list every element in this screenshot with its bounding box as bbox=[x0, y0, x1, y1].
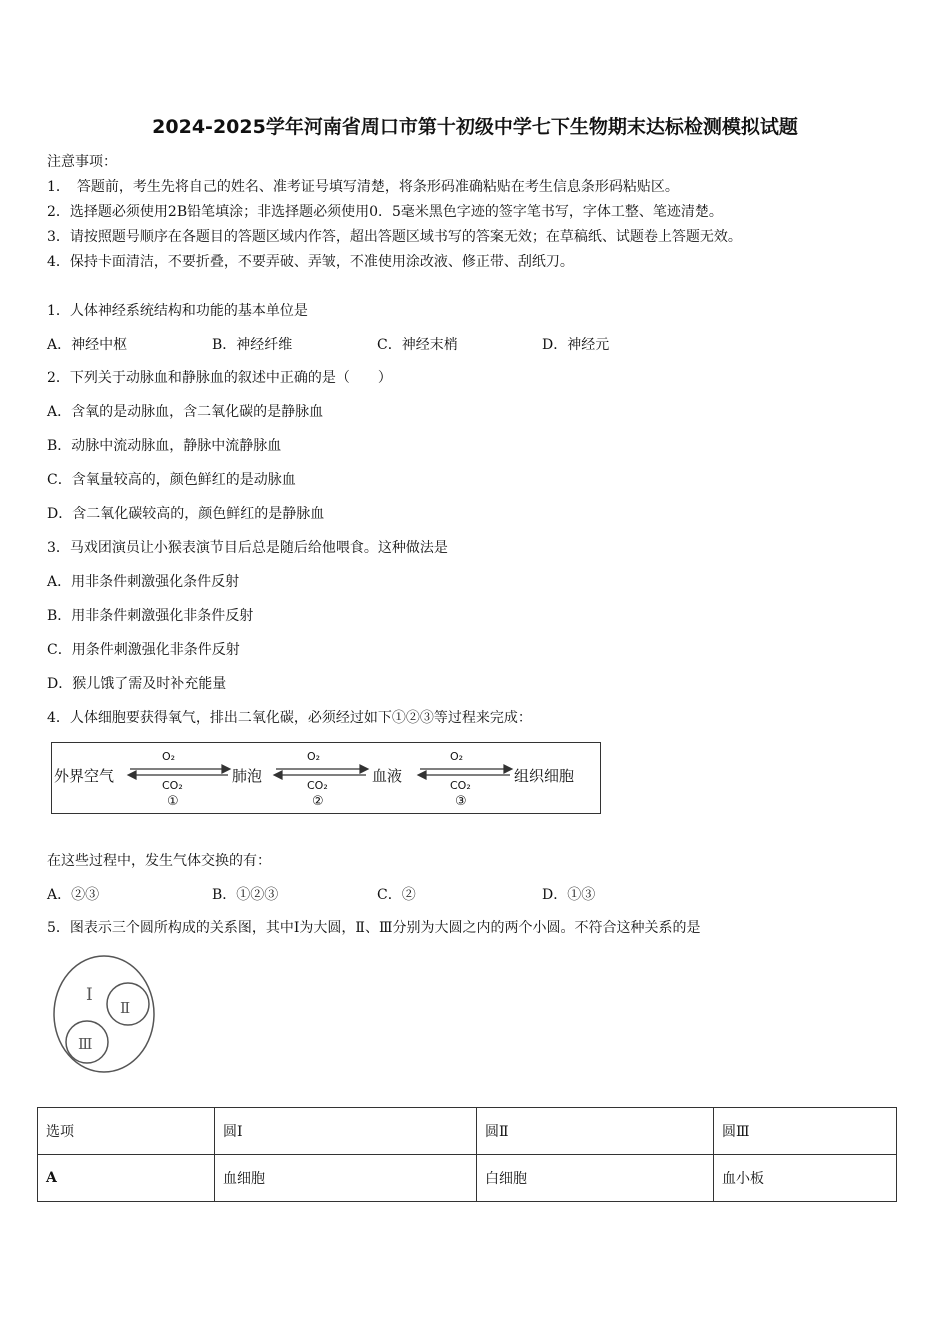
question-4-sub: 在这些过程中，发生气体交换的有： bbox=[47, 853, 271, 869]
node-tissue-cells: 组织细胞 bbox=[514, 767, 575, 785]
arrowhead bbox=[504, 765, 512, 773]
table-header: 选项 bbox=[38, 1108, 215, 1155]
option-b: B．用非条件刺激强化非条件反射 bbox=[47, 608, 254, 624]
co2-label: CO₂ bbox=[162, 779, 183, 792]
notice-item: 3．请按照题号顺序在各题目的答题区域内作答，超出答题区域书写的答案无效；在草稿纸、试题卷上答题无效。 bbox=[47, 229, 742, 245]
step-label: ① bbox=[167, 794, 179, 809]
question-2-stem: 2．下列关于动脉血和静脉血的叙述中正确的是（ ） bbox=[47, 370, 392, 386]
question-1-stem: 1．人体神经系统结构和功能的基本单位是 bbox=[47, 303, 308, 319]
circle-2-label: Ⅱ bbox=[120, 999, 131, 1017]
option-d: D．神经元 bbox=[542, 337, 610, 353]
option-b: B．动脉中流动脉血，静脉中流静脉血 bbox=[47, 438, 282, 454]
notice-heading: 注意事项： bbox=[47, 154, 117, 170]
table-cell: 血细胞 bbox=[215, 1155, 477, 1202]
co2-label: CO₂ bbox=[307, 779, 328, 792]
arrowhead bbox=[360, 765, 368, 773]
question-5-stem: 5．图表示三个圆所构成的关系图，其中Ⅰ为大圆，Ⅱ、Ⅲ分别为大圆之内的两个小圆。不符合这种关系的是 bbox=[47, 920, 701, 936]
option-a: A．用非条件刺激强化条件反射 bbox=[47, 574, 240, 590]
question-3-stem: 3．马戏团演员让小猴表演节目后总是随后给他喂食。这种做法是 bbox=[47, 540, 448, 556]
arrowhead bbox=[222, 765, 230, 773]
table-header-row bbox=[38, 1108, 897, 1155]
option-a: A．②③ bbox=[47, 887, 100, 903]
arrowhead bbox=[418, 771, 426, 779]
circle-1-label: Ⅰ bbox=[86, 985, 93, 1005]
option-c: C．用条件刺激强化非条件反射 bbox=[47, 642, 240, 658]
circle-relation-diagram bbox=[50, 952, 160, 1077]
option-a: A．含氧的是动脉血，含二氧化碳的是静脉血 bbox=[47, 404, 324, 420]
arrowhead bbox=[274, 771, 282, 779]
o2-label: O₂ bbox=[307, 750, 321, 763]
step-label: ② bbox=[312, 794, 324, 809]
arrowhead bbox=[128, 771, 136, 779]
table-cell: 血小板 bbox=[714, 1155, 897, 1202]
option-c: C．② bbox=[377, 887, 416, 903]
circle-3-label: Ⅲ bbox=[78, 1035, 93, 1053]
question-1-options bbox=[47, 335, 907, 355]
option-a: A．神经中枢 bbox=[47, 337, 128, 353]
gas-exchange-diagram bbox=[51, 742, 601, 814]
node-outside-air: 外界空气 bbox=[54, 767, 115, 785]
notice-item: 4．保持卡面清洁，不要折叠，不要弄破、弄皱，不准使用涂改液、修正带、刮纸刀。 bbox=[47, 254, 574, 270]
table-header: 圆Ⅲ bbox=[714, 1108, 897, 1155]
question-4-options bbox=[47, 885, 907, 905]
o2-label: O₂ bbox=[450, 750, 464, 763]
option-c: C．神经末梢 bbox=[377, 337, 458, 353]
page-title: 2024-2025学年河南省周口市第十初级中学七下生物期末达标检测模拟试题 bbox=[152, 116, 798, 138]
notice-item: 1． 答题前，考生先将自己的姓名、准考证号填写清楚，将条形码准确粘贴在考生信息条形码粘贴区。 bbox=[47, 179, 679, 195]
table-header: 圆Ⅱ bbox=[477, 1108, 714, 1155]
step-label: ③ bbox=[455, 794, 467, 809]
options-table bbox=[37, 1107, 897, 1202]
option-b: B．神经纤维 bbox=[212, 337, 293, 353]
table-cell: A bbox=[38, 1155, 215, 1202]
table-cell: 白细胞 bbox=[477, 1155, 714, 1202]
question-4-stem: 4．人体细胞要获得氧气，排出二氧化碳，必须经过如下①②③等过程来完成： bbox=[47, 710, 532, 726]
notice-item: 2．选择题必须使用2B铅笔填涂；非选择题必须使用0．5毫米黑色字迹的签字笔书写，字体工整、笔迹清楚。 bbox=[47, 204, 723, 220]
option-d: D．①③ bbox=[542, 887, 596, 903]
option-b: B．①②③ bbox=[212, 887, 279, 903]
table-header: 圆Ⅰ bbox=[215, 1108, 477, 1155]
option-d: D．猴儿饿了需及时补充能量 bbox=[47, 676, 227, 692]
option-c: C．含氧量较高的，颜色鲜红的是动脉血 bbox=[47, 472, 296, 488]
option-d: D．含二氧化碳较高的，颜色鲜红的是静脉血 bbox=[47, 506, 325, 522]
o2-label: O₂ bbox=[162, 750, 176, 763]
table-row bbox=[38, 1155, 897, 1202]
co2-label: CO₂ bbox=[450, 779, 471, 792]
node-blood: 血液 bbox=[372, 767, 403, 785]
node-alveoli: 肺泡 bbox=[232, 767, 263, 785]
